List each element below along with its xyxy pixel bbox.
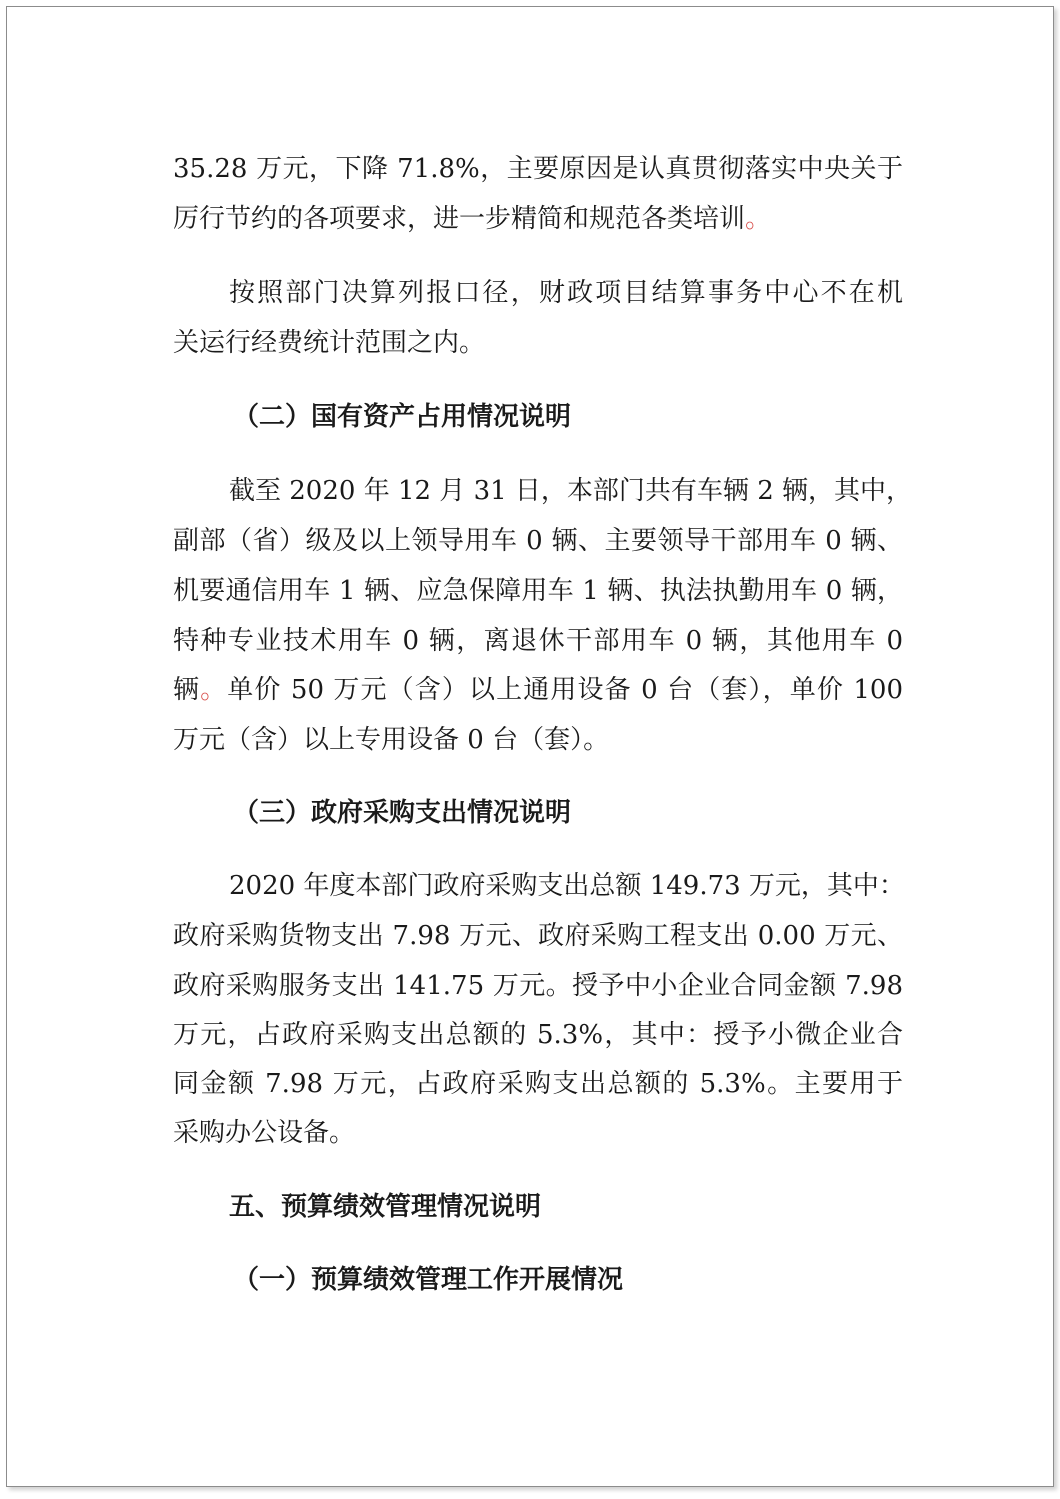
text-line: 按照部门决算列报口径，财政项目结算事务中心不在机 <box>229 278 903 308</box>
heading-performance-work: （一）预算绩效管理工作开展情况 <box>233 1265 624 1295</box>
text-line: 政府采购货物支出 7.98 万元、政府采购工程支出 0.00 万元、 <box>173 921 903 951</box>
red-period-mark: 。 <box>200 675 228 705</box>
text-line <box>173 675 903 705</box>
heading-performance: 五、预算绩效管理情况说明 <box>229 1192 542 1222</box>
text-segment: 辆 <box>173 675 201 705</box>
text-line: 万元（含）以上专用设备 0 台（套）。 <box>173 725 610 755</box>
text-line: 万元，占政府采购支出总额的 5.3%，其中：授予小微企业合 <box>173 1020 903 1050</box>
text-line: 关运行经费统计范围之内。 <box>173 328 486 358</box>
text-line: 截至 2020 年 12 月 31 日，本部门共有车辆 2 辆，其中， <box>229 476 912 506</box>
text-line: 副部（省）级及以上领导用车 0 辆、主要领导干部用车 0 辆、 <box>173 526 903 556</box>
text-line: 2020 年度本部门政府采购支出总额 149.73 万元，其中： <box>229 871 905 901</box>
heading-procurement: （三）政府采购支出情况说明 <box>233 798 572 828</box>
text-segment: 厉行节约的各项要求，进一步精简和规范各类培训 <box>173 204 746 234</box>
text-line <box>173 204 903 234</box>
text-line: 机要通信用车 1 辆、应急保障用车 1 辆、执法执勤用车 0 辆， <box>173 576 903 606</box>
text-line: 政府采购服务支出 141.75 万元。授予中小企业合同金额 7.98 <box>173 971 903 1001</box>
text-line: 35.28 万元，下降 71.8%，主要原因是认真贯彻落实中央关于 <box>173 154 903 184</box>
document-page <box>6 6 1054 1487</box>
heading-assets: （二）国有资产占用情况说明 <box>233 402 572 432</box>
text-line: 同金额 7.98 万元，占政府采购支出总额的 5.3%。主要用于 <box>173 1069 903 1099</box>
text-segment: 单价 50 万元（含）以上通用设备 0 台（套），单价 100 <box>227 675 903 705</box>
red-period-mark: 。 <box>745 204 772 234</box>
text-line: 采购办公设备。 <box>173 1118 356 1148</box>
text-line: 特种专业技术用车 0 辆，离退休干部用车 0 辆，其他用车 0 <box>173 626 903 656</box>
